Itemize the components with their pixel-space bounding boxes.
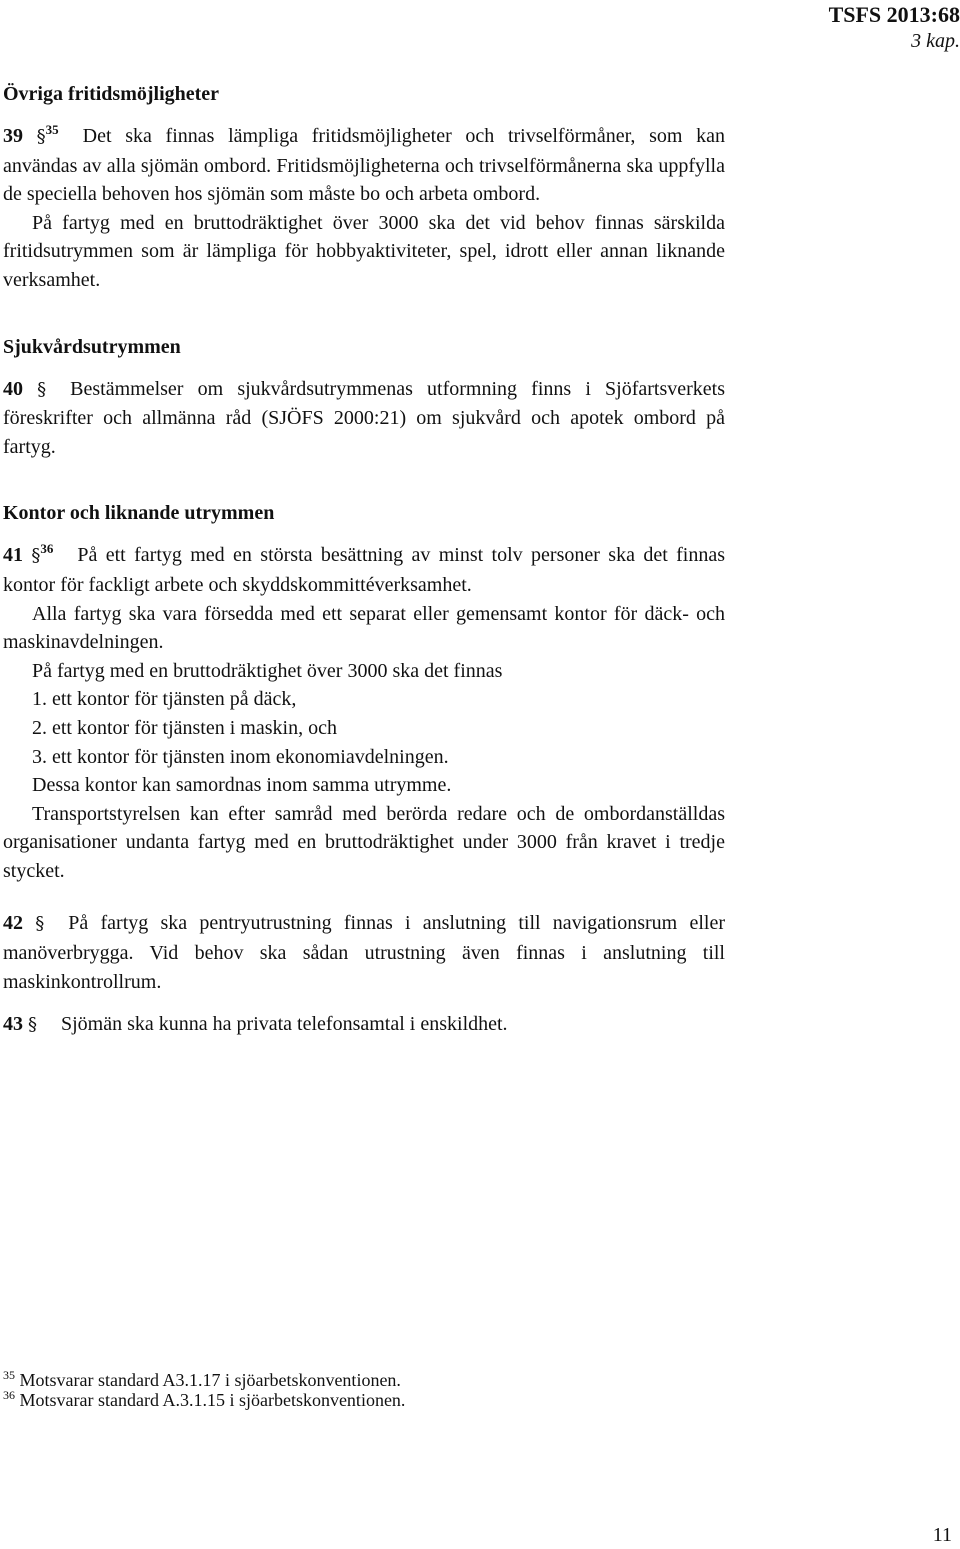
section-heading: Kontor och liknande utrymmen bbox=[3, 502, 275, 525]
footnote bbox=[3, 1390, 725, 1410]
footnote-number: 36 bbox=[3, 1388, 15, 1402]
paragraph: På fartyg med en bruttodräktighet över 3000 ska det finnas bbox=[32, 659, 503, 682]
paragraph-text: Sjömän ska kunna ha privata telefonsamtal i enskildhet. bbox=[61, 1013, 508, 1036]
section-number: 42 bbox=[3, 912, 23, 935]
paragraph-text: Bestämmelser om sjukvårdsutrymmenas utformning finns i Sjöfartsverkets föreskrifter och allmänna råd (SJÖFS 2000:21) om sjukvård och apotek ombord på fartyg. bbox=[3, 377, 725, 458]
section-number: 41 bbox=[3, 544, 23, 567]
paragraph-mark: § bbox=[36, 126, 46, 147]
list-item: 2. ett kontor för tjänsten i maskin, och bbox=[32, 716, 337, 739]
paragraph bbox=[3, 541, 725, 599]
list-item: 3. ett kontor för tjänsten inom ekonomiavdelningen. bbox=[32, 745, 449, 768]
section-heading: Sjukvårdsutrymmen bbox=[3, 335, 181, 358]
page-header bbox=[829, 0, 960, 52]
paragraph bbox=[3, 909, 725, 996]
paragraph bbox=[3, 375, 725, 462]
footnote-number: 35 bbox=[3, 1368, 15, 1382]
paragraph-text: På ett fartyg med en största besättning av minst tolv personer ska det finnas kontor för fackligt arbete och skyddskommittéverksamhet. bbox=[3, 544, 725, 596]
footnote-text: Motsvarar standard A3.1.17 i sjöarbetskonventionen. bbox=[19, 1370, 401, 1390]
footnote-text: Motsvarar standard A.3.1.15 i sjöarbetskonventionen. bbox=[19, 1390, 406, 1410]
paragraph-mark: § bbox=[35, 913, 45, 935]
section-number: 40 bbox=[3, 377, 23, 400]
footnote-ref: 36 bbox=[40, 541, 54, 557]
section-40 bbox=[3, 333, 725, 462]
paragraph bbox=[3, 122, 725, 209]
paragraph bbox=[3, 1010, 725, 1040]
page-number: 11 bbox=[932, 1524, 952, 1546]
main-content bbox=[3, 80, 725, 1078]
paragraph: Dessa kontor kan samordnas inom samma utrymme. bbox=[32, 774, 452, 797]
footnotes bbox=[3, 1370, 725, 1410]
section-number: 43 bbox=[3, 1013, 23, 1036]
paragraph-mark: § bbox=[31, 545, 41, 567]
chapter-label: 3 kap. bbox=[911, 30, 960, 52]
list-item: 1. ett kontor för tjänsten på däck, bbox=[32, 688, 297, 711]
paragraph-mark: § bbox=[28, 1014, 37, 1036]
section-39 bbox=[3, 80, 725, 295]
section-43 bbox=[3, 1010, 725, 1040]
paragraph: Alla fartyg ska vara försedda med ett separat eller gemensamt kontor för däck- och maskinavdelningen. bbox=[3, 602, 725, 654]
section-number: 39 bbox=[3, 125, 23, 147]
footnote bbox=[3, 1370, 725, 1390]
section-42 bbox=[3, 909, 725, 996]
footnote-ref: 35 bbox=[45, 122, 59, 137]
section-41 bbox=[3, 499, 725, 885]
paragraph-text: Det ska finnas lämpliga fritidsmöjligheter och trivselförmåner, som kan användas av alla sjömän ombord. Fritidsmöjligheterna och trivselförmånerna ska uppfylla de speciella behoven hos sjömän som måste bo och arbeta ombord. bbox=[3, 125, 725, 206]
paragraph-mark: § bbox=[37, 378, 47, 400]
paragraph-text: På fartyg ska pentryutrustning finnas i anslutning till navigationsrum eller manöverbrygga. Vid behov ska sådan utrustning även finnas i anslutning till maskinkontrollrum. bbox=[3, 912, 726, 993]
section-heading: Övriga fritidsmöjligheter bbox=[3, 83, 220, 105]
paragraph: Transportstyrelsen kan efter samråd med berörda redare och de ombordanställdas organisationer undanta fartyg med en bruttodräktighet under 3000 från kravet i tredje stycket. bbox=[3, 802, 725, 882]
document-id: TSFS 2013:68 bbox=[828, 2, 960, 27]
paragraph: På fartyg med en bruttodräktighet över 3000 ska det vid behov finnas särskilda fritidsutrymmen som är lämpliga för hobbyaktiviteter, spel, idrott eller annan liknande verksamhet. bbox=[3, 211, 725, 291]
